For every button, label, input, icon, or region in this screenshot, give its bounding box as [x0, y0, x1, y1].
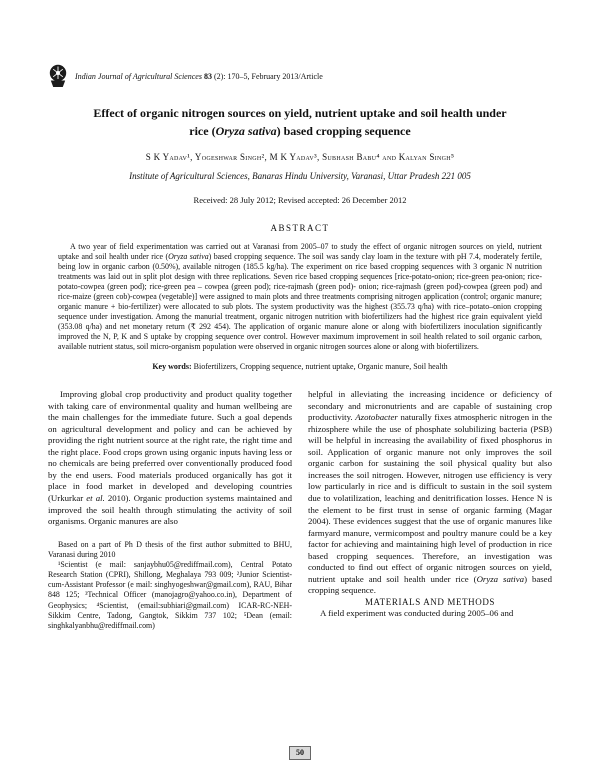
title-line-2-pre: rice (: [189, 124, 216, 138]
materials-methods-heading: MATERIALS AND METHODS: [364, 596, 496, 607]
intro-seg-1: Improving global crop productivity and product quality together with taking care of environmental quality and human wellbeing are the main challenges for the immediate future. Such a goal depends on agricultural development and policy and can be achieved by providing the right nutrient source at the right rate, the right time and the right place. Food crops grown using organic inputs having less or no chemicals are being preferred over conventionally produced food by the end users. Food materials produced organically has got it place in food market in developed and developing countries (Urkurkar: [48, 389, 292, 503]
abstract-seg-2: ) based cropping sequence. The soil was sandy clay loam in the texture with pH 7.4, moderately fertile, being low in organic carbon (0.50%), available nitrogen (185.5 kg/ha). The experiment on rice based cropping sequences with 3 organic N nutrition treatments was laid out in split plot design with three replications. Seven rice based cropping sequences [rice-potato-onion; rice-green pea-onion; rice-potato-cowpea (green pod); rice-green pea – cowpea (green pod); rice-rajmash (green pod)- onion; rice-rajmash (green pod)-cowpea (green pod) and rice-maize (green cob)-cowpea (vegetable)] were assigned to main plots and three treatments comprising nitrogen application (control; organic manure; organic manure + bio-fertilizer) were allocated to sub plots. The system productivity was the highest (355.73 q/ha) with rice–potato–onion cropping sequence under investigation. Among the manurial treatment, organic nitrogen nutrition with biofertilizers had the highest rice grain equivalent yield (353.08 q/ha) and net monetary return (₹ 292 454). The application of organic manure alone or along with biofertilizers inoculation significantly improved the N, P, K and S uptake by cropping sequence over control. However maximum improvement in soil health related to soil organic carbon, available nutrient status, soil micro-organism population were observed in organic nitrogen sources alone or along with biofertilizers.: [58, 252, 542, 352]
footnote-block: [48, 540, 292, 632]
cont-seg-1: helpful in alleviating the increasing incidence or deficiency of secondary and micronutrients and are capable of sustaining crop productivity.: [308, 389, 552, 423]
azotobacter-term: Azotobacter: [355, 412, 398, 423]
affiliation-line: Institute of Agricultural Sciences, Banaras Hindu University, Varanasi, Uttar Pradesh 221 005: [129, 171, 471, 181]
keywords-line: [48, 362, 552, 371]
journal-name: Indian Journal of Agricultural Sciences: [75, 71, 202, 81]
intro-etal: et al.: [86, 492, 105, 503]
page-footer: [0, 742, 600, 760]
icar-logo-icon: [48, 64, 68, 88]
keywords-text: Biofertilizers, Cropping sequence, nutrient uptake, Organic manure, Soil health: [191, 362, 448, 372]
abstract-section: [48, 223, 552, 352]
journal-volume: 83: [203, 71, 212, 81]
right-column: [308, 389, 552, 631]
footnote-thesis-note: Based on a part of Ph D thesis of the first author submitted to BHU, Varanasi during 2010: [48, 539, 292, 559]
page-number: 50: [289, 746, 311, 760]
abstract-heading: ABSTRACT: [270, 223, 330, 233]
continuation-paragraph: [308, 389, 552, 596]
body-columns: [48, 389, 552, 631]
title-line-2-post: ) based cropping sequence: [276, 124, 411, 138]
keywords-label: Key words:: [152, 362, 192, 372]
cont-seg-3: ) based cropping sequence.: [308, 573, 552, 596]
journal-header: [48, 64, 552, 88]
cont-species-name: Oryza sativa: [476, 573, 525, 584]
journal-citation-line: [75, 72, 323, 81]
title-line-2: [48, 122, 552, 140]
title-line-1: Effect of organic nitrogen sources on yield, nutrient uptake and soil health under: [93, 106, 507, 120]
abstract-text: [58, 242, 542, 352]
authors-line: S K Yadav¹, Yogeshwar Singh², M K Yadav³, Subhash Babu⁴ and Kalyan Singh⁵: [145, 152, 455, 162]
received-line: Received: 28 July 2012; Revised accepted: 26 December 2012: [193, 195, 407, 205]
abstract-species-name: Oryza sativa: [168, 252, 209, 262]
cont-seg-2: naturally fixes atmospheric nitrogen in the rhizosphere while the use of phosphate solubilizing bacteria (PSB) will be helpful in increasing the availability of fixed phosphorus in soil. Application of organic manure not only improves the soil organic carbon for sustaining the soil physical quality but also increases the soil nitrogen. However, nitrogen use efficiency is very low particularly in rice and is difficult to sustain in the soil system due to volatilization, leaching and denitrification losses. Hence N is the element to be first trust in sense of organic farming (Magar 2004). These evidences suggest that the use of organic manures like farmyard manure, vermicompost and poultry manure could be a key factor for achieving and maintaining high level of production in rice based cropping sequences. Therefore, an investigation was conducted to find out effect of organic nitrogen sources on yield, nutrient uptake and soil health under rice (: [308, 412, 553, 584]
article-title: [48, 104, 552, 140]
intro-paragraph: [48, 389, 292, 527]
journal-issue-info: (2): 170–5, February 2013/Article: [211, 71, 323, 81]
materials-methods-paragraph: A field experiment was conducted during 2005–06 and: [320, 608, 514, 619]
footnote-author-details: ¹Scientist (e mail: sanjaybhu05@rediffmail.com), Central Potato Research Station (CPRI), Shillong, Meghalaya 793 009; ²Junior Scientist-cum-Assistant Professor (e mail: singhyogeshwar@gmail.com), RAU, Bihar 848 125; ³Technical Officer (manojagro@yahoo.co.in), Department of Geophysics; ⁴Scientist, (email:subhiari@gmail.com) ICAR-RC-NEH-Sikkim Centre, Tadong, Gangtok, Sikkim 737 102; ⁵Dean (email: singhkalyanbhu@rediffmail.com): [48, 559, 292, 631]
abstract-seg-1: A two year of field experimentation was carried out at Varanasi from 2005–07 to study the effect of organic nitrogen sources on yield, nutrient uptake and soil health under rice (: [58, 242, 542, 262]
title-species-name: Oryza sativa: [215, 124, 277, 138]
intro-seg-2: 2010). Organic production systems maintained and improved the soil health through stimulating the activity of soil organisms. Organic manures are also: [48, 492, 293, 527]
left-column: [48, 389, 292, 631]
